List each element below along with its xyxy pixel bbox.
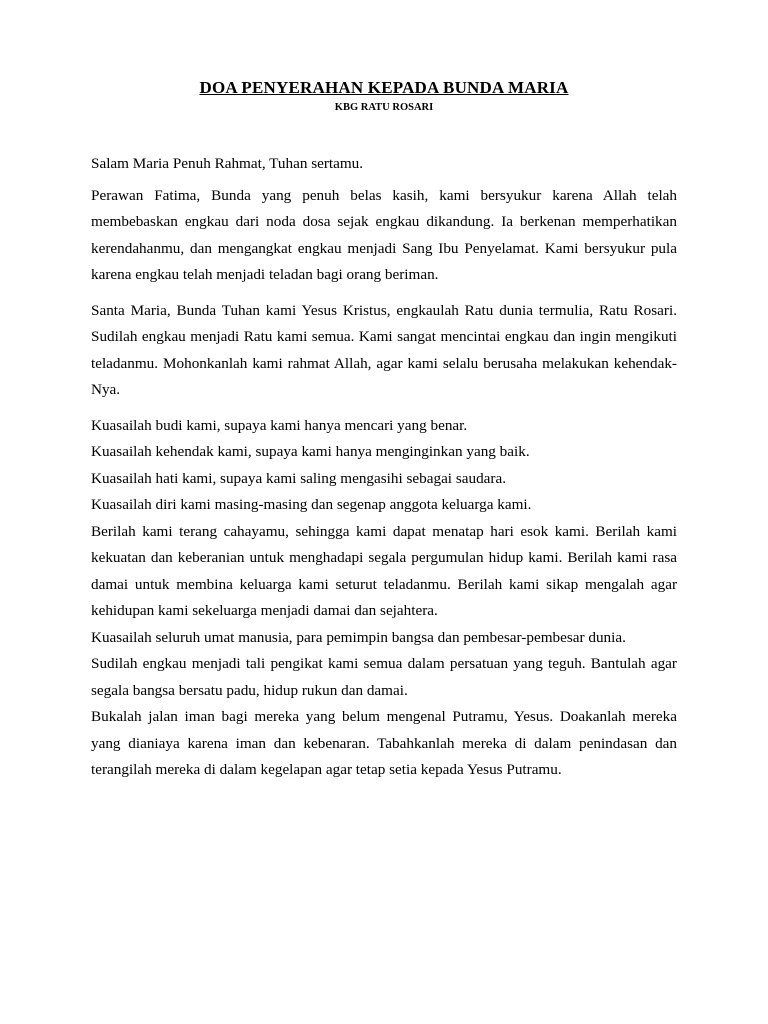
paragraph-diri: Kuasailah diri kami masing-masing dan segenap anggota keluarga kami.	[91, 496, 532, 513]
paragraph-jalan-iman: Bukalah jalan iman bagi mereka yang belum mengenal Putramu, Yesus. Doakanlah mereka yang dianiaya karena iman dan kebenaran. Tabahkanlah mereka di dalam penindasan dan terangilah mereka di dalam kegelapan agar tetap setia kepada Yesus Putramu.	[91, 708, 677, 778]
document-title: DOA PENYERAHAN KEPADA BUNDA MARIA	[199, 78, 569, 97]
document-body	[91, 151, 677, 784]
paragraph-berilah: Berilah kami terang cahayamu, sehingga kami dapat menatap hari esok kami. Berilah kami kekuatan dan keberanian untuk menghadapi segala pergumulan hidup kami. Berilah kami rasa damai untuk membina keluarga kami seturut teladanmu. Berilah kami sikap mengalah agar kehidupan kami sekeluarga menjadi damai dan sejahtera.	[91, 522, 677, 619]
paragraph-tali-pengikat: Sudilah engkau menjadi tali pengikat kami semua dalam persatuan yang teguh. Bantulah agar segala bangsa bersatu padu, hidup rukun dan damai.	[91, 655, 677, 699]
paragraph-kehendak: Kuasailah kehendak kami, supaya kami hanya menginginkan yang baik.	[91, 443, 530, 460]
paragraph-budi: Kuasailah budi kami, supaya kami hanya mencari yang benar.	[91, 416, 468, 434]
paragraph-santa-maria: Santa Maria, Bunda Tuhan kami Yesus Kristus, engkaulah Ratu dunia termulia, Ratu Rosari. Sudilah engkau menjadi Ratu kami semua. Kami sangat mencintai engkau dan ingin mengikuti teladanmu. Mohonkanlah kami rahmat Allah, agar kami selalu berusaha melakukan kehendak-Nya.	[91, 301, 677, 398]
paragraph-fatima: Perawan Fatima, Bunda yang penuh belas kasih, kami bersyukur karena Allah telah membebaskan engkau dari noda dosa sejak engkau dikandung. Ia berkenan memperhatikan kerendahanmu, dan mengangkat engkau menjadi Sang Ibu Penyelamat. Kami bersyukur pula karena engkau telah menjadi teladan bagi orang beriman.	[91, 186, 677, 283]
paragraph-hati: Kuasailah hati kami, supaya kami saling mengasihi sebagai saudara.	[91, 469, 507, 487]
paragraph-greeting: Salam Maria Penuh Rahmat, Tuhan sertamu.	[91, 155, 364, 172]
document-subtitle: KBG RATU ROSARI	[334, 102, 434, 113]
paragraph-umat-manusia: Kuasailah seluruh umat manusia, para pemimpin bangsa dan pembesar-pembesar dunia.	[91, 628, 626, 646]
